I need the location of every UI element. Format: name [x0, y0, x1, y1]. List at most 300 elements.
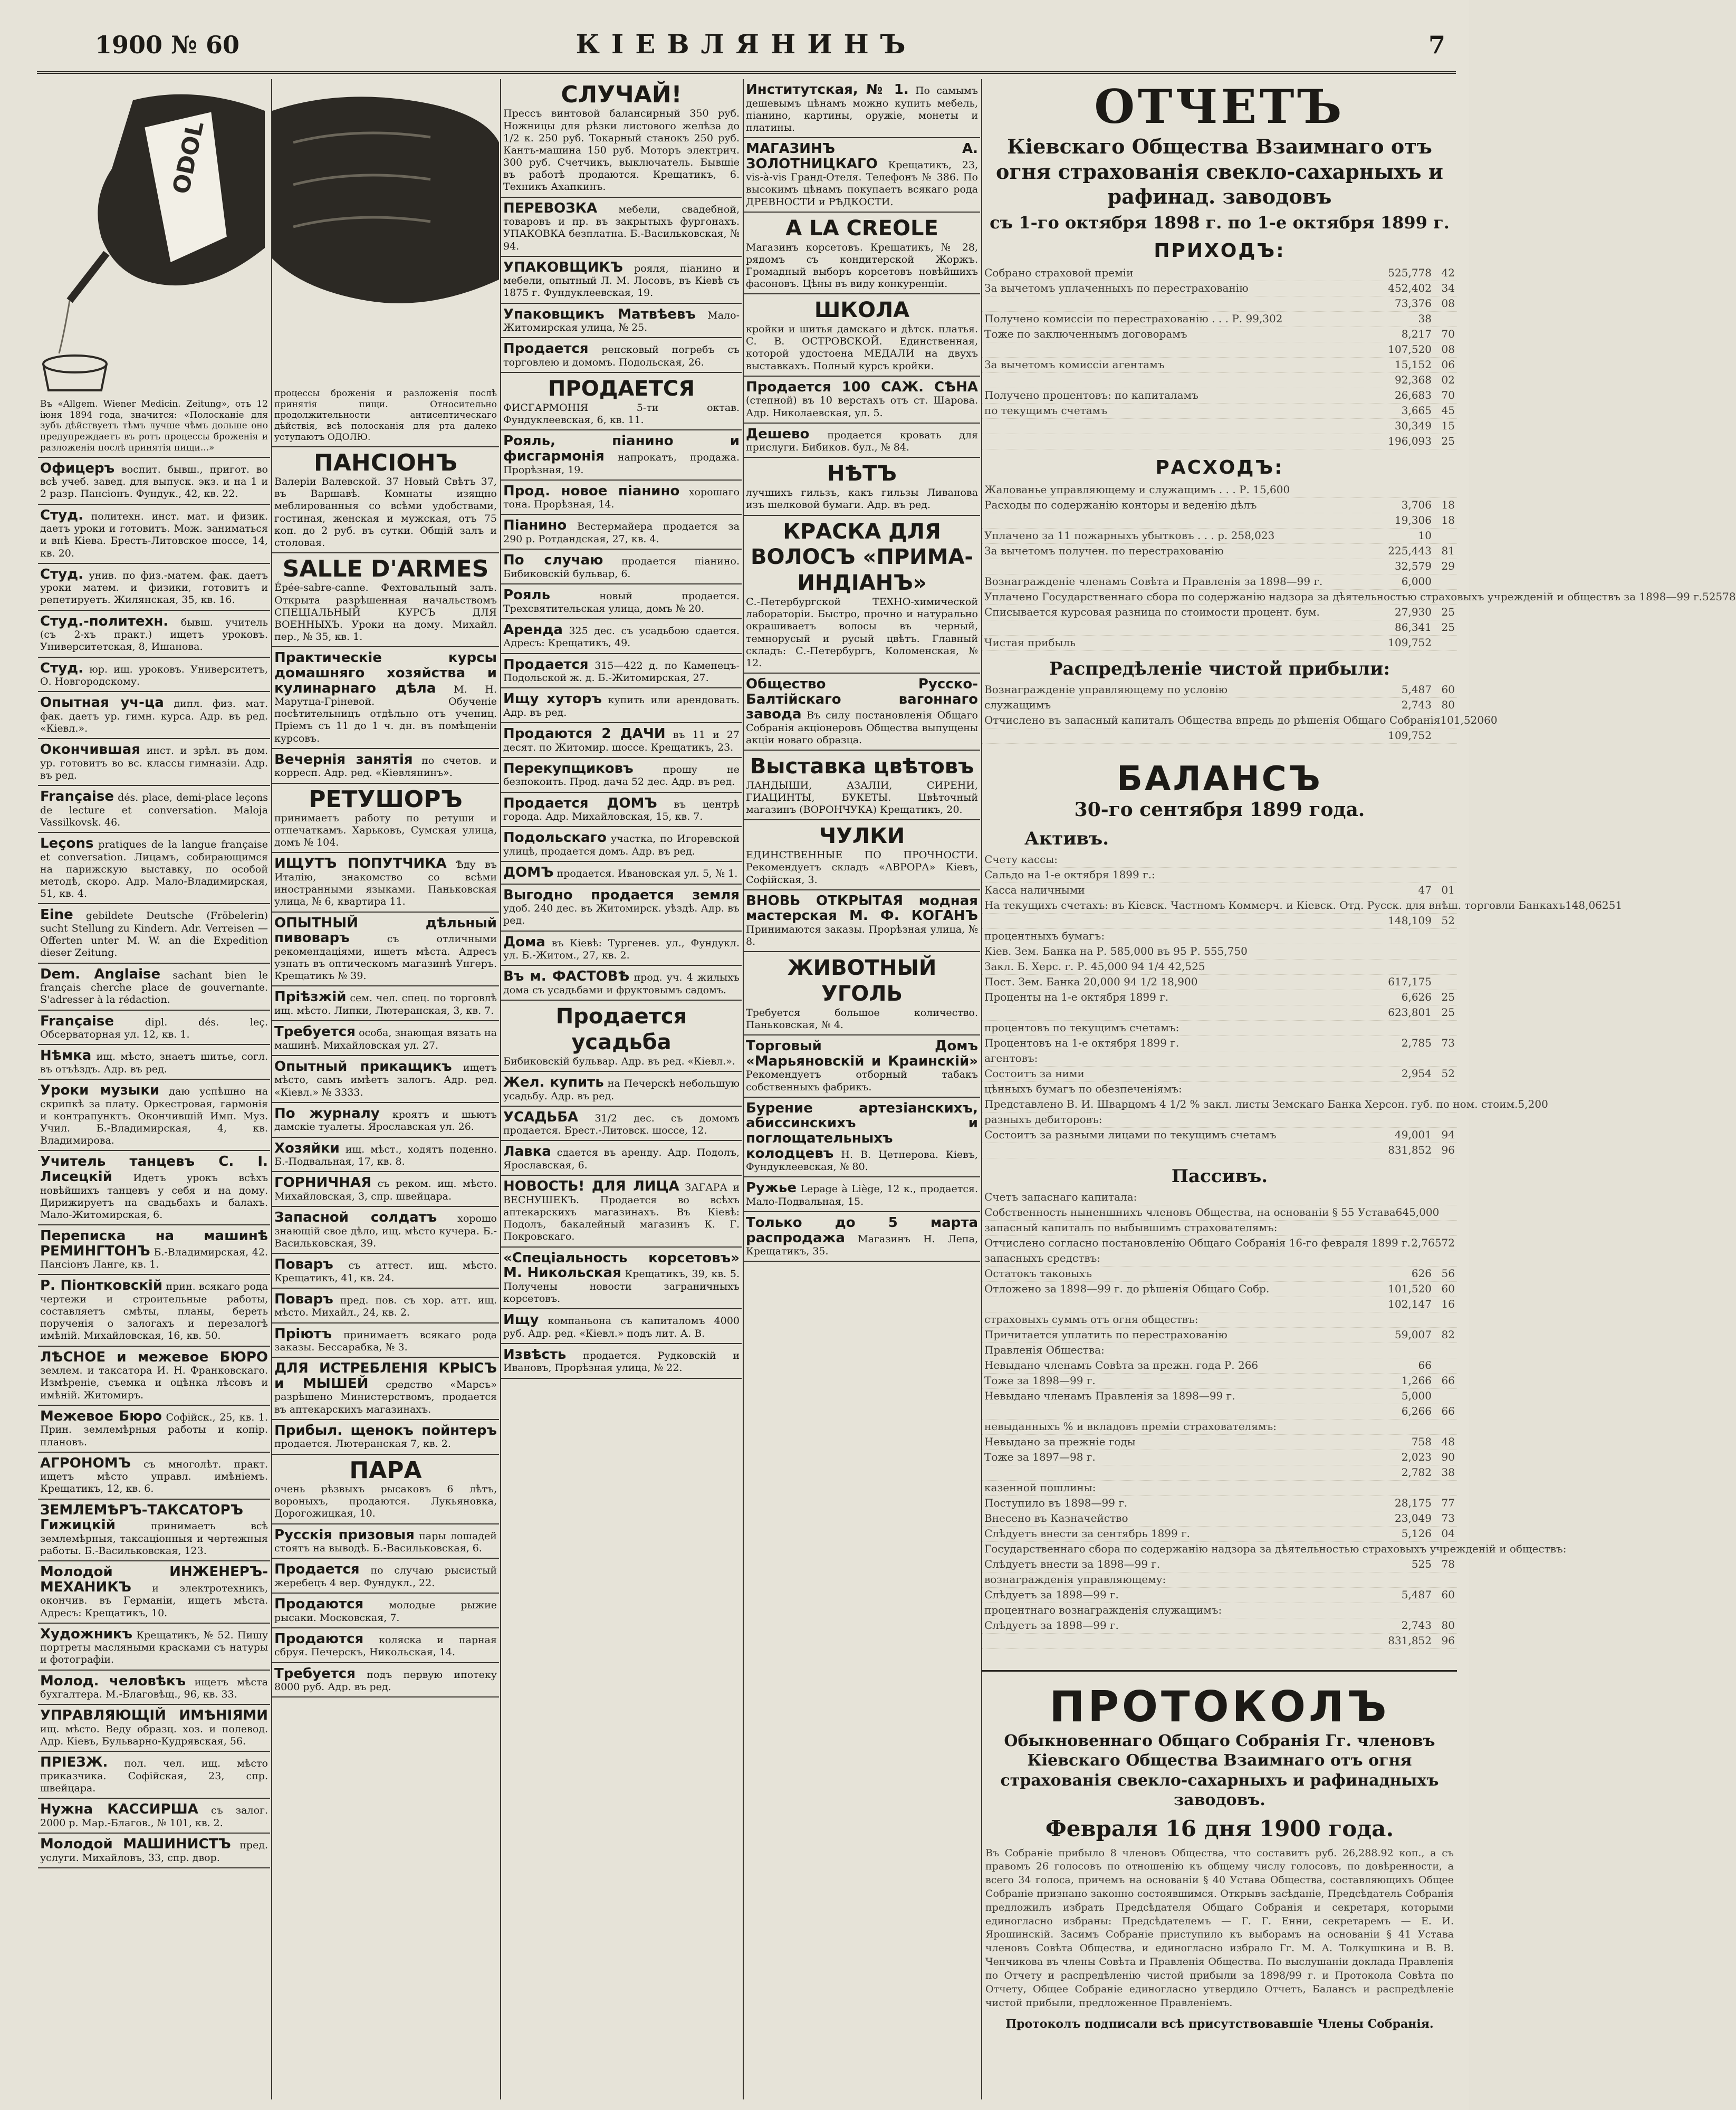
classified-ad [38, 611, 270, 658]
classified-ad [501, 793, 742, 828]
row-value: 30,349 [1395, 419, 1432, 433]
ad-headline: ПАРА [349, 1456, 422, 1484]
ad-text: прин. всякаго рода чертежи и строительные работы, составляетъ смѣты, планы, береть порученiя о залогахъ и перезалогѣ имѣнiй. Михайловская, 16, кв. 50. [40, 1281, 268, 1342]
report-row [982, 1481, 1457, 1496]
ad-headline: НѢТЪ [827, 462, 897, 486]
row-label: Представлено В. И. Шварцомъ 4 1/2 % закл. листы Земскаго Банка Херсон. губ. по ном. стоим. [984, 1098, 1518, 1111]
ad-title: По журналу [274, 1105, 380, 1121]
ad-text: Вестермайера продается за 290 р. Ротдандская, 27, кв. 4. [503, 521, 740, 545]
row-value: 23,049 [1395, 1512, 1432, 1525]
ad-text: участка, по Игоревской улицѣ, продается домъ. Адр. въ ред. [503, 833, 740, 857]
ad-headline: СЛУЧАЙ! [561, 81, 682, 108]
report-row [982, 1128, 1457, 1143]
report-row [982, 483, 1457, 498]
ad-text: ренсковый погребъ съ торговлею и домомъ. Подольская, 26. [503, 344, 740, 368]
report-row [982, 1097, 1548, 1112]
row-label: На текущихъ счетахъ: въ Кiевск. Частномъ Коммерч. и Кiевск. Отд. Русск. для внѣш. торговли Банкахъ [984, 899, 1565, 912]
classified-ad [38, 1151, 270, 1225]
classified-ad [272, 1103, 499, 1138]
row-value: 2,743 [1401, 1619, 1432, 1632]
report-row [982, 1051, 1457, 1067]
row-value: 32,579 [1395, 560, 1432, 573]
row-label: Уплачено за 11 пожарныхъ убытковъ . . . р. 258,023 [984, 529, 1275, 542]
row-value: 196,093 [1388, 435, 1432, 448]
ad-text: съ аттест. ищ. мѣсто. Крещатикъ, 41, кв. 24. [274, 1260, 497, 1284]
report-row [982, 1527, 1457, 1542]
ad-title: Подольскаго [503, 830, 607, 846]
row-label: Списывается курсовая разница по стоимости процент. бум. [984, 606, 1320, 619]
ad-text: Магазинъ корсетовъ. Крещатикъ, № 28, рядомъ съ кондитерской Жоржъ. Громадный выборъ корсетовъ новѣйшихъ фасоновъ. Цѣны въ виду конкуренцiи. [746, 241, 978, 290]
row-kopecks: 78 [1441, 1558, 1455, 1571]
classified-ad [501, 966, 742, 1001]
ad-text: кройки и шитья дамскаго и дѣтск. платья. С. В. ОСТРОВСКОЙ. Единственная, которой удостоена МЕДАЛИ на двухъ выставкахъ. Полный курсъ кройки. [746, 323, 978, 372]
row-value: 831,852 [1388, 1634, 1432, 1647]
row-value: 5,126 [1401, 1527, 1432, 1540]
report-row [982, 559, 1457, 574]
classified-ad [501, 1248, 742, 1310]
ad-title: Française [40, 789, 114, 805]
row-label: цѣнныхъ бумагъ по обезпеченiямъ: [984, 1082, 1182, 1096]
classified-ad [272, 913, 499, 987]
row-kopecks: 94 [1441, 1128, 1455, 1142]
report-row [982, 883, 1457, 898]
ad-text: съ многолѣт. практ. ищетъ мѣсто управл. имѣнiемъ. Крещатикъ, 12, кв. 6. [40, 1458, 268, 1495]
row-value: 38 [1418, 312, 1432, 325]
ad-text: въ 11 и 27 десят. по Житомир. шоссе. Крещатикъ, 23. [503, 729, 740, 753]
row-value: 6,000 [1401, 575, 1432, 588]
ad-title: Учитель танцевъ С. I. Лисецкiй [40, 1154, 268, 1185]
row-label: Состоитъ за ними [984, 1067, 1085, 1080]
ad-title: АГРОНОМЪ [40, 1455, 131, 1471]
classified-ad [744, 1035, 980, 1098]
ad-text: средство «Марсъ» разрѣшено Министерствомъ, продается въ аптекарскихъ магазинахъ. [274, 1378, 497, 1415]
ad-title: ДЛЯ ИСТРЕБЛЕНIЯ КРЫСЪ и МЫШЕЙ [274, 1360, 497, 1392]
ad-text: пред. пов. съ хор. атт. ищ. мѣсто. Михайл., 24, кв. 2. [274, 1294, 497, 1319]
report-row [982, 266, 1457, 281]
row-value: 2,743 [1401, 698, 1432, 712]
ad-text: инст. и зрѣл. въ дом. ур. готовитъ во вс. классы гимназiи. Адр. въ ред. [40, 745, 268, 782]
classified-ad [501, 373, 742, 430]
ad-title: Дешево [746, 426, 810, 442]
report-row [982, 1588, 1457, 1603]
classified-ad [744, 674, 980, 751]
ad-headline: A LA CREOLE [785, 216, 938, 241]
row-kopecks: 81 [1441, 544, 1455, 558]
ad-text: Épée-sabre-canne. Фехтовальный залъ. Открыта разрѣшенная начальствомъ СПЕЦIАЛЬНЫЙ КУРСЪ ДЛЯ ВОЕННЫХЪ. Уроки на дому. Михайл. пер., № 35, кв. 1. [274, 582, 497, 643]
row-kopecks: 48 [1441, 1435, 1455, 1449]
classified-ad [38, 1453, 270, 1500]
classified-ad [744, 1212, 980, 1262]
row-label: Тоже за 1898—99 г. [984, 1374, 1096, 1387]
ad-title: Студ. [40, 660, 83, 676]
row-label: страховыхъ суммъ отъ огня обществъ: [984, 1313, 1198, 1326]
row-label: Счету кассы: [984, 853, 1058, 866]
row-kopecks: 01 [1441, 884, 1455, 897]
classified-ad [38, 739, 270, 786]
ad-text: съ реком. ищ. мѣсто. Михайловская, 3, спр. швейцара. [274, 1178, 497, 1202]
classified-ad [501, 515, 742, 550]
classified-ad [501, 1309, 742, 1344]
row-kopecks: 25 [1441, 606, 1455, 619]
ad-headline: ПРОДАЕТСЯ [548, 377, 695, 401]
row-kopecks: 08 [1441, 343, 1455, 356]
row-label: запасныхъ средствъ: [984, 1252, 1101, 1265]
classified-ad [272, 1628, 499, 1663]
classified-ad [501, 688, 742, 723]
ad-text: Бибиковскiй бульвар. Адр. въ ред. «Кiевл.». [503, 1055, 735, 1067]
ad-text: продается кровать для прислуги. Бибиков. бул., № 84. [746, 429, 978, 454]
row-label: Касса наличными [984, 884, 1085, 897]
row-label: процентнаго вознагражденiя служащимъ: [984, 1604, 1222, 1617]
row-label: Государственнаго сбора по содержанiю надзора за дѣятельностью страховыхъ учрежденiй и обществъ: [984, 1542, 1567, 1556]
ad-text: Магазинъ Н. Лепа, Крещатикъ, 35. [746, 1233, 978, 1258]
report-row [982, 605, 1457, 620]
report-row [982, 1282, 1457, 1297]
ad-title: Институтская, № 1. [746, 82, 909, 98]
row-label: Получено комиссiи по перестрахованiю . . . Р. 99,302 [984, 312, 1283, 325]
ad-text: Крещатикъ, № 52. Пишу портреты масляными красками съ натуры и фотографiи. [40, 1629, 268, 1666]
ad-title: Опытный прикащикъ [274, 1058, 452, 1075]
ad-title: Аренда [503, 621, 563, 638]
ad-title: Хозяйки [274, 1140, 340, 1156]
report-row [982, 388, 1457, 404]
ad-text: (степной) въ 10 верстахъ отъ ст. Шарова. Адр. Николаевская, ул. 5. [746, 395, 978, 419]
report-title: ОТЧЕТЪ [1094, 79, 1345, 134]
ad-title: Лавка [503, 1144, 551, 1160]
ad-title: ДОМЪ [503, 865, 554, 881]
protocol-body: Въ Собранiе прибыло 8 членовъ Общества, что составитъ руб. 26,288.92 коп., а съ правомъ 26 голосовъ по отношенiю къ общему числу голосовъ, по довѣренности, а всего 34 голоса, причемъ на основанiи § 40 Устава Общества, составляющихъ Общее Собранiе признано законно состоявшимся. Открывъ засѣданiе, Предсѣдатель Собранiя предложилъ избрать Предсѣдателя Общаго Собранiя и секретаря, которыми единогласно избраны: Предсѣдателемъ — Г. Г. Енни, секретаремъ — Е. И. Ярошинскiй. Засимъ Собранiе приступило къ выборамъ на основанiи § 41 Устава членовъ Совѣта Общества, и единогласно избрало Гг. М. А. Толкушкина и В. В. Ченчикова въ члены Совѣта и Правленiя Общества. По выслушанiи доклада Правленiя по Отчету и распредѣленiю чистой прибыли за 1898/99 г. и Протокола Совѣта по Отчету, Общее Собранiе единогласно утвердило Отчетъ, Балансъ и распредѣленiе чистой прибыли, предложенное Правленiемъ. [985, 1847, 1454, 2009]
row-value: 109,752 [1388, 729, 1432, 742]
row-label: Получено процентовъ: по капиталамъ [984, 389, 1198, 402]
report-row [982, 713, 1498, 728]
ad-title: Студ. [40, 507, 83, 523]
ad-title: Продаются [274, 1631, 364, 1647]
row-kopecks: 80 [1441, 698, 1455, 712]
classified-ad [272, 1358, 499, 1420]
ad-title: Студ. [40, 566, 83, 582]
report-row [982, 434, 1457, 449]
row-label: разныхъ дебиторовъ: [984, 1113, 1102, 1126]
report-row [982, 1267, 1457, 1282]
ad-text: Крещатикъ, 23, vis-à-vis Гранд-Отеля. Телефонъ № 386. По высокимъ цѣнамъ покупаетъ всякаго рода ДРЕВНОСТИ и РѢДКОСТИ. [746, 159, 978, 208]
report-row [982, 636, 1457, 651]
row-kopecks: 73 [1441, 1037, 1455, 1050]
row-kopecks: 38 [1441, 1466, 1455, 1479]
ad-text: купить или арендовать. Адр. въ ред. [503, 694, 740, 718]
report-row [982, 852, 1457, 868]
classified-ad [272, 647, 499, 749]
ad-title: ОПЫТНЫЙ дѣльный пивоваръ [274, 915, 497, 946]
ad-title: Запасной солдатъ [274, 1210, 437, 1226]
expense-table [982, 483, 1736, 651]
row-kopecks: 52 [1441, 1067, 1455, 1080]
row-value: 525 [1411, 1558, 1432, 1571]
ad-title: ЗЕМЛЕМѢРЪ-ТАКСАТОРЪ Гижицкiй [40, 1502, 244, 1533]
ad-text: pratiques de la langue française et conversation. Лицамъ, собирающимся на парижскую выставку, по особой методѣ, скоро. Адр. Мало-Владимирская, 51, кв. 4. [40, 839, 268, 900]
row-value: 8,217 [1401, 328, 1432, 341]
row-kopecks: 08 [1441, 297, 1455, 310]
row-value: 73,376 [1395, 297, 1432, 310]
ad-title: Прiютъ [274, 1326, 332, 1342]
report-row [982, 1496, 1457, 1511]
report-row [982, 1251, 1457, 1267]
report-row [982, 327, 1457, 342]
ad-title: Поваръ [274, 1291, 333, 1307]
ad-title: Перекупщиковъ [503, 760, 634, 776]
row-value: 617,175 [1388, 975, 1432, 989]
row-kopecks: 45 [1441, 404, 1455, 417]
report-row [982, 1343, 1457, 1358]
classified-ad [272, 1289, 499, 1323]
ad-headline: ЖИВОТНЫЙ УГОЛЬ [787, 956, 937, 1006]
ad-text: воспит. бывш., пригот. во всѣ учеб. завед. для выпуск. экз. и на 1 и 2 разр. Пансiонъ. Фундук., 42, кв. 22. [40, 463, 268, 500]
column-3 [501, 79, 742, 2099]
row-label: Отложено за 1898—99 г. до рѣшенiя Общаго Собр. [984, 1282, 1270, 1296]
ad-text: продается. Лютеранская 7, кв. 2. [274, 1438, 451, 1450]
report-row [982, 1557, 1457, 1572]
report-row [982, 312, 1457, 327]
balance-date: 30-го сентября 1899 года. [1074, 798, 1365, 821]
classified-ad [38, 1561, 270, 1624]
report-row [982, 1190, 1457, 1205]
classified-ad [501, 481, 742, 515]
report-row [982, 1389, 1457, 1404]
row-value: 2,023 [1401, 1451, 1432, 1464]
ad-title: Молодой МАШИНИСТЪ [40, 1836, 231, 1853]
row-kopecks: 90 [1441, 1451, 1455, 1464]
ad-text: унив. по физ.-матем. фак. даетъ уроки матем. и физики, готовитъ и репетируетъ. Жилянская, 35, кв. 16. [40, 569, 268, 606]
ad-text: по счетов. и корресп. Адр. ред. «Кiевлянинъ». [274, 754, 497, 779]
ad-headline: ШКОЛА [814, 298, 910, 323]
ad-text: Lepage à Liège, 12 к., продается. Мало-Подвальная, 15. [746, 1183, 979, 1207]
classified-ad [501, 723, 742, 758]
classified-ad [38, 564, 270, 611]
ad-text: особа, знающая вязать на машинѣ. Михайловская ул. 27. [274, 1027, 497, 1051]
ad-title: Требуется [274, 1024, 356, 1040]
row-value: 27,930 [1395, 606, 1432, 619]
column-1 [38, 79, 270, 2099]
ad-text: лучшихъ гильзъ, какъ гильзы Ливанова изъ шелковой бумаги. Адр. въ ред. [746, 487, 978, 511]
row-kopecks: 52 [1441, 914, 1455, 927]
classified-ad [272, 1056, 499, 1103]
ad-text: коляска и парная сбруя. Печерскъ, Никольская, 14. [274, 1634, 497, 1658]
ad-headline: Продается усадьба [555, 1004, 687, 1054]
ad-title: Межевое Бюро [40, 1408, 162, 1424]
row-value: 47 [1418, 884, 1432, 897]
ad-title: Торговый Домъ «Марьяновскiй и Краинскiй» [746, 1038, 978, 1069]
ad-headline: SALLE D'ARMES [282, 555, 489, 583]
report-row [982, 914, 1457, 929]
classified-ad [501, 885, 742, 932]
report-row [982, 296, 1457, 312]
report-row [982, 960, 1457, 975]
row-kopecks: 73 [1441, 1512, 1455, 1525]
row-kopecks: 42 [1441, 266, 1455, 280]
classified-ad [501, 1141, 742, 1176]
ad-text: продается пiанино. Бибиковскiй бульвар, 6. [503, 555, 740, 580]
ad-text: ЕДИНСТВЕННЫЕ ПО ПРОЧНОСТИ. Рекомендуетъ складъ «АВРОРА» Кiевъ, Софiйская, 3. [746, 849, 978, 886]
classified-ad [38, 1799, 270, 1834]
ad-text: Б.-Владимирская, 42. Пансiонъ Ланге, кв. 1. [40, 1246, 268, 1271]
distribution-title: Распредѣленiе чистой прибыли: [1049, 658, 1390, 679]
ad-text: принимаетъ работу по ретуши и отпечаткамъ. Харьковъ, Сумская улица, домъ № 104. [274, 812, 497, 849]
ad-title: Требуется [274, 1665, 356, 1682]
ad-title: УПРАВЛЯЮЩIЙ ИМѢНIЯМИ [40, 1708, 268, 1724]
report-row [982, 990, 1457, 1005]
classified-ad [38, 1045, 270, 1080]
ad-text: По самымъ дешевымъ цѣнамъ можно купить мебель, пiанино, картины, оружiе, монеты и платины. [746, 85, 978, 133]
row-kopecks: 25 [1441, 1006, 1455, 1019]
row-label: Вознагражденiе управляющему по условiю [984, 683, 1228, 696]
row-value: 2,785 [1401, 1037, 1432, 1050]
classified-ad [38, 658, 270, 693]
row-value: 101,520 [1388, 1282, 1432, 1296]
row-label: Вознагражденiе членамъ Совѣта и Правленiя за 1898—99 г. [984, 575, 1323, 588]
ad-text: принимаетъ всѣ землемѣрныя, таксацiонныя и чертежныя работы. Б.-Васильковская, 123. [40, 1520, 268, 1557]
report-row [982, 1312, 1457, 1328]
row-label: по текущимъ счетамъ [984, 404, 1107, 417]
report-row [982, 1542, 1567, 1557]
row-value: 148,062 [1565, 899, 1609, 912]
column-2 [272, 79, 499, 2099]
classified-ad [272, 1138, 499, 1173]
classified-ad [501, 862, 742, 885]
row-value: 2,782 [1401, 1466, 1432, 1479]
row-value: 59,007 [1395, 1328, 1432, 1341]
classified-ad [501, 619, 742, 654]
ad-text: съ отличными рекомендацiями, ищетъ мѣста. Адресъ узнать въ оптическомъ магазинѣ Унгеръ. Крещатикъ № 39. [274, 933, 497, 982]
row-label: Жалованье управляющему и служащимъ . . . Р. 15,600 [984, 483, 1290, 496]
row-label: За вычетомъ комиссiи агентамъ [984, 358, 1165, 371]
report-row [982, 620, 1457, 636]
report-row [982, 1435, 1457, 1450]
row-kopecks: 06 [1441, 358, 1455, 371]
classified-ad [38, 1624, 270, 1671]
report-row [982, 1358, 1457, 1374]
row-value: 452,402 [1388, 282, 1432, 295]
row-kopecks: 80 [1441, 1619, 1455, 1632]
ad-title: Прод. новое пiанино [503, 483, 680, 499]
hand-icon [272, 79, 499, 385]
classified-ad [272, 853, 499, 912]
row-label: агентовъ: [984, 1052, 1038, 1065]
ad-title: Продается [503, 656, 589, 673]
ad-title: Въ м. ФАСТОВѢ [503, 968, 630, 985]
report-row [982, 1420, 1457, 1435]
row-value: 525 [1702, 590, 1723, 603]
row-kopecks: 60 [1484, 714, 1498, 727]
report-row [982, 1236, 1457, 1251]
ad-text: ищ. мѣсто. Веду образц. хоз. и полевод. Адр. Кiевъ, Бульварно-Кудрявская, 56. [40, 1723, 268, 1748]
odol-bottle-hand-icon [38, 79, 270, 396]
ad-title: Leçons [40, 836, 94, 852]
classified-ad [744, 890, 980, 953]
row-kopecks: 15 [1441, 419, 1455, 433]
ad-text: ЗАГАРА и ВЕСНУШЕКЪ. Продается во всѣхъ аптекарскихъ магазинахъ. Въ Кiевѣ: Подолъ, бакалейный магазинъ К. Г. Покровскаго. [503, 1182, 740, 1243]
ad-title: Офицеръ [40, 460, 115, 476]
report-row [982, 1618, 1457, 1634]
ad-text: ищетъ мѣсто, самъ имѣетъ залогъ. Адр. ред. «Кiевл.» № 3333. [274, 1061, 497, 1098]
row-label: казенной пошлины: [984, 1481, 1096, 1494]
classified-ad [744, 751, 980, 820]
row-label: Слѣдуетъ внести за 1898—99 г. [984, 1558, 1160, 1571]
classified-ad [38, 1671, 270, 1705]
classified-ad [38, 505, 270, 564]
ad-text: юр. ищ. уроковъ. Университетъ, О. Новгородскому. [40, 663, 268, 688]
report-row [982, 1082, 1457, 1097]
classified-ad [501, 1176, 742, 1247]
row-value: 1,266 [1401, 1374, 1432, 1387]
row-kopecks: 18 [1441, 498, 1455, 512]
row-value: 525,778 [1388, 266, 1432, 280]
ad-text: Прессъ винтовой балансирный 350 руб. Ножницы для рѣзки листового желѣза до 1/2 к. 250 руб. Токарный станокъ 250 руб. Кантъ-машина 150 руб. Моторъ электрич. 300 руб. Счетчикъ, выключатель. Бывшiе въ работѣ продаются. Крещатикъ, 6. Техникъ Ахапкинъ. [503, 108, 740, 193]
row-kopecks: 66 [1441, 1405, 1455, 1418]
row-kopecks: 60 [1441, 1588, 1455, 1601]
report-row [982, 975, 1457, 990]
classified-ad [272, 1021, 499, 1056]
classified-ad [744, 458, 980, 515]
row-kopecks: 70 [1441, 389, 1455, 402]
row-kopecks: 72 [1441, 1236, 1455, 1250]
report-row [982, 574, 1457, 590]
report-row [982, 281, 1457, 296]
svg-text:ODOL: ODOL [167, 119, 209, 197]
odol-hand-illustration [272, 79, 499, 385]
odol-illustration [38, 79, 270, 396]
classified-ad [501, 1107, 742, 1142]
row-kopecks: 78 [1722, 590, 1736, 603]
ad-title: Продается [274, 1561, 360, 1578]
balance-title: БАЛАНСЪ [1117, 759, 1322, 799]
ad-title: Только до 5 марта распродажа [746, 1215, 978, 1246]
ad-text: на Печерскѣ небольшую усадьбу. Адр. въ ред. [503, 1077, 740, 1102]
classified-ad [38, 1406, 270, 1453]
classified-ad [744, 1098, 980, 1178]
ad-text: прошу не безпокоить. Прод. дача 52 дес. Адр. въ ред. [503, 763, 740, 788]
classified-ad [272, 1254, 499, 1289]
ad-text: ищ. мѣсто, знаетъ шитье, согл. въ отъѣздъ. Адр. въ ред. [40, 1051, 268, 1075]
row-kopecks: 60 [1441, 1282, 1455, 1296]
report-row [982, 1221, 1457, 1236]
row-value: 148,109 [1388, 914, 1432, 927]
report-row [982, 1374, 1457, 1389]
report-row [982, 1572, 1457, 1588]
row-label: служащимъ [984, 698, 1051, 712]
row-value: 6,266 [1401, 1405, 1432, 1418]
col4-ads [744, 79, 980, 1262]
ad-text: бывш. учитель (съ 2-хъ практ.) ищетъ уроковъ. Университетская, 8, Ишанова. [40, 616, 268, 653]
ad-title: Нужна КАССИРША [40, 1801, 198, 1818]
ad-title: Ищу хуторъ [503, 691, 602, 707]
ad-title: Русскiя призовыя [274, 1527, 415, 1543]
row-value: 49,001 [1395, 1128, 1432, 1142]
ad-title: УСАДЬБА [503, 1109, 579, 1125]
ad-title: Упаковщикъ Матвѣевъ [503, 306, 696, 322]
classified-ad [38, 1080, 270, 1151]
row-value: 107,520 [1388, 343, 1432, 356]
classified-ad [272, 749, 499, 784]
report-row [982, 1450, 1457, 1465]
row-value: 623,801 [1388, 1006, 1432, 1019]
row-value: 2,954 [1401, 1067, 1432, 1080]
row-value: 28,175 [1395, 1497, 1432, 1510]
row-value: 109,752 [1388, 636, 1432, 649]
col2-ads [272, 447, 499, 1698]
ad-headline: КРАСКА ДЛЯ ВОЛОСЪ «ПРИМА-ИНДIАНЪ» [750, 519, 974, 596]
ad-title: Переписка на машинѣ РЕМИНГТОНЪ [40, 1228, 268, 1259]
ad-title: Продается 100 САЖ. СѢНА [746, 379, 978, 395]
row-label: За вычетомъ получен. по перестрахованiю [984, 544, 1224, 558]
